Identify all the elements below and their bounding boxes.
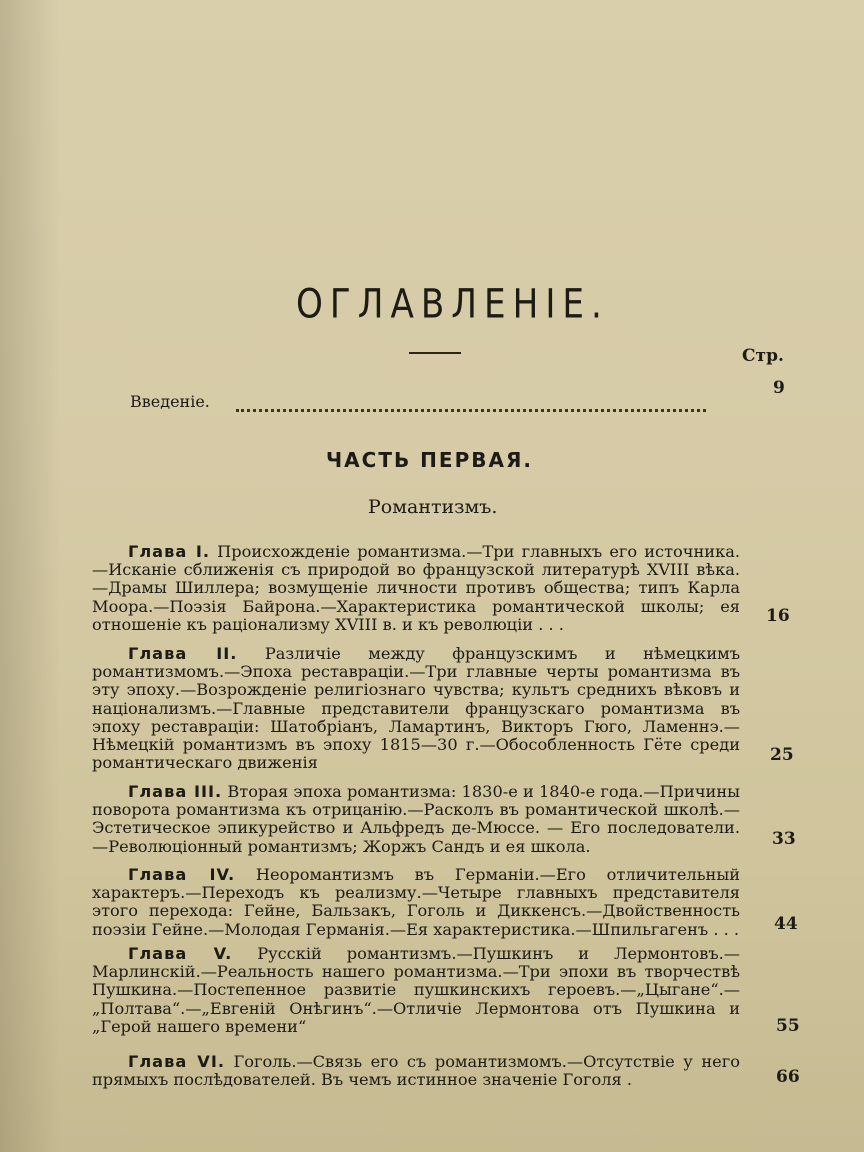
chapter-label: Глава IV.: [128, 865, 236, 884]
chapter-label: Глава V.: [128, 944, 233, 963]
section-title: Романтизмъ.: [368, 496, 498, 518]
chapter-entry: [92, 543, 740, 634]
chapter-entry: [92, 866, 740, 939]
chapter-label: Глава I.: [128, 542, 211, 561]
intro-entry-label: Введенiе.: [130, 392, 210, 411]
chapter-text: Вторая эпоха романтизма: 1830-е и 1840-е года.—Причины поворота романтизма къ отрицанiю.—Расколъ въ романтической школѣ.—Эстетическое эпикурейство и Альфредъ де-Мюссе. — Его последователи.—Революцiонный романтизмъ; Жоржъ Сандъ и ея школа.: [92, 782, 741, 856]
chapter-text: Происхожденiе романтизма.—Три главныхъ его источника.—Исканiе сближенiя съ природой во французской литературѣ XVIII вѣка.—Драмы Шиллера; возмущенiе личности противъ общества; типъ Карла Моора.—Поэзiя Байрона.—Характеристика романтической школы; ея отношенiе къ рацiонализму XVIII в. и къ революцiи . . .: [92, 542, 740, 634]
chapter-label: Глава VI.: [128, 1052, 225, 1071]
chapter-page: 66: [776, 1067, 800, 1087]
chapter-entry: [92, 645, 740, 772]
title-divider: [409, 352, 461, 354]
part-title: ЧАСТЬ ПЕРВАЯ.: [326, 448, 533, 472]
intro-dot-leader: [236, 391, 706, 412]
chapter-text: Русскiй романтизмъ.—Пушкинъ и Лермонтовъ.—Марлинскiй.—Реальность нашего романтизма.—Три эпохи въ творчествѣ Пушкина.—Постепенное развитiе пушкинскихъ героевъ.—„Цыгане“.—„Полтава“.—„Евгенiй Онѣгинъ“.—Отличiе Лермонтова отъ Пушкина и „Герой нашего времени“: [92, 944, 740, 1036]
chapter-text: Гоголь.—Связь его съ романтизмомъ.—Отсутствiе у него прямыхъ послѣдователей. Въ чемъ истинное значенiе Гоголя .: [92, 1052, 740, 1090]
page-column-label: Стр.: [742, 346, 784, 366]
chapter-text: Неоромантизмъ въ Германiи.—Его отличительный характеръ.—Переходъ къ реализму.—Четыре главныхъ представителя этого перехода: Гейне, Бальзакъ, Гоголь и Диккенсъ.—Двойственность поэзiи Гейне.—Молодая Германiя.—Ея характеристика.—Шпильгагенъ . . .: [92, 865, 740, 939]
chapter-page: 33: [772, 829, 796, 849]
chapter-entry: [92, 1053, 740, 1089]
chapter-page: 44: [774, 914, 798, 934]
chapter-entry: [92, 783, 740, 856]
chapter-page: 55: [776, 1016, 800, 1036]
page-title: ОГЛАВЛЕНIЕ.: [296, 280, 609, 328]
chapter-page: 25: [770, 745, 794, 765]
chapter-label: Глава III.: [128, 782, 223, 801]
chapter-page: 16: [766, 606, 790, 626]
chapter-text: Различiе между французскимъ и нѣмецкимъ романтизмомъ.—Эпоха реставрацiи.—Три главные черты романтизма въ эту эпоху.—Возрожденiе религiознаго чувства; культъ среднихъ вѣковъ и нацiонализмъ.—Главные представители французскаго романтизма въ эпоху реставрацiи: Шатобрiанъ, Ламартинъ, Викторъ Гюго, Ламеннэ.—Нѣмецкiй романтизмъ въ эпоху 1815—30 г.—Обособленность Гёте среди романтическаго движенiя: [92, 644, 741, 773]
intro-entry-page: 9: [773, 378, 785, 398]
chapter-entry: [92, 945, 740, 1036]
chapter-label: Глава II.: [128, 644, 238, 663]
